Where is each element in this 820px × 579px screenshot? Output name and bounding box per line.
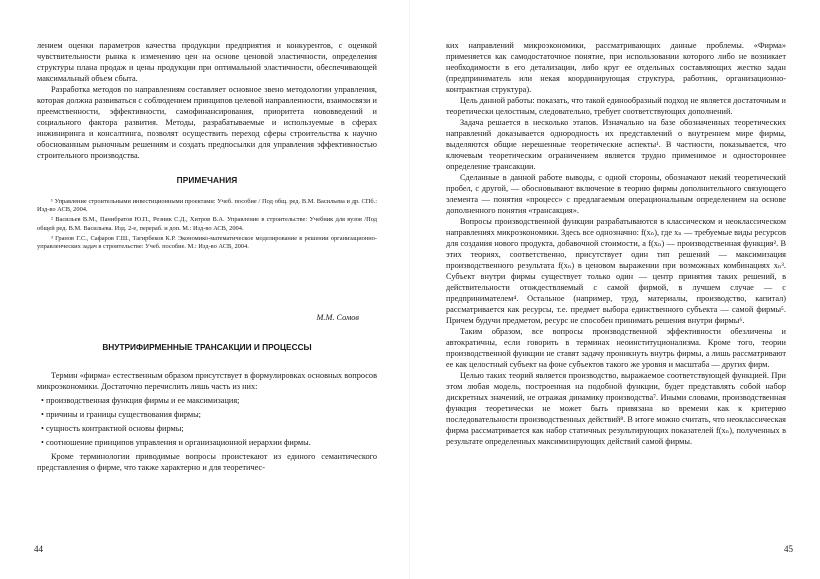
paragraph: Цель данной работы: показать, что такой единообразный подход не является достаточным и теоретически целостным, следовательно, требует соответствующих дополнений. <box>446 96 786 116</box>
paragraph: Вопросы производственной функции разрабатываются в классическом и неоклассическом направлениях микроэкономики. Здесь все однозначно: f(xₙ), где xₙ — требуемые виды ресурсов для создания нового продукта, добавочной стоимости, а f(xₙ) — производственная функция². В этих теориях, соответственно, присутствует один тип решений — максимизация производственного результата f(xₙ) в ценовом выражении при возможных комбинациях xₙ³. Субъект внутри фирмы существует только один — центр принятия таких решений, в действительности отождествляемый с самой фирмой, в лучшем случае — с предпринимателем⁴. Остальное (например, труд, материалы, производство, капитал) рассматривается как ресурсы, т.е. предмет выбора единственного субъекта — самой фирмы⁵. Причем будучи предметом, ресурс не способен принимать решения внутри фирмы⁶. <box>446 217 786 325</box>
list-item: • сущность контрактной основы фирмы; <box>41 424 184 434</box>
right-column <box>446 40 786 447</box>
article-title: ВНУТРИФИРМЕННЫЕ ТРАНСАКЦИИ И ПРОЦЕССЫ <box>102 342 312 353</box>
footnote: ³ Гранов Г.С., Сафаров Г.Ш., Тагирбеков К.Р. Экономико-математическое моделирование в решении организационно-управленческих задач в строительстве: Учеб. пособие. М.: Изд-во АСВ, 2004. <box>37 234 377 251</box>
intro-paragraph: лением оценки параметров качества продукции предприятия и конкурентов, с оценкой чувствительности рынка к изменению цен на основе ценовой эластичности, определения структуры плана продаж и цены продукции при оптимальной эластичности, обеспечивающей максимальный объем сбыта. <box>37 41 377 83</box>
bullet-list <box>37 395 377 448</box>
list-item: • производственная функция фирмы и ее максимизация; <box>41 396 240 406</box>
article-author: М.М. Сомов <box>316 313 359 323</box>
paragraph: Целью таких теорий является производство, выражаемое соответствующей функцией. При этом любая модель, построенная на подобной функции, будет представлять собой набор дискретных значений, не отражая динамику производства⁷. Иными словами, производственная функция теоретически не может быть привязана ко времени как к критерию последовательности производственных действий⁸. В итоге можно считать, что неоклассическая фирма рассматривается как набор статичных результирующих показателей f(xₙ), полученных в результате определенных максимизирующих действий самой фирмы. <box>446 371 786 446</box>
list-item: • причины и границы существования фирмы; <box>41 410 201 420</box>
methods-paragraph: Разработка методов по направлениям составляет основное звено методологии управления, которая должна развиваться с соблюдением принципов целевой направленности, взаимосвязи и преемственности, эффективности, самофинансирования, приоритета нововведений и социального фактора развития. Методы, разрабатываемые и используемые в сферах инжиниринга и консалтинга, позволят осуществить переход сферы строительства к научно обоснованным рыночным решениям и создать предпосылки для управления эффективностью строительного производства. <box>37 85 377 160</box>
footnote: ² Васильев В.М., Панибратов Ю.П., Резник С.Д., Хитров В.А. Управление в строительстве: Учебник для вузов /Под общей ред. В.М. Васильева. Изд. 2-е, перераб. и доп. М.: Изд-во АСВ, 2004. <box>37 216 377 232</box>
article-intro: Термин «фирма» естественным образом присутствует в формулировках основных вопросов микроэкономики. Достаточно перечислить лишь часть из них: <box>37 371 377 392</box>
paragraph: Задача решается в несколько этапов. Изначально на базе обозначенных теоретических направлений доказывается однородность их представлений о внутреннем мире фирмы, выделяются общие нерешенные теоретические аспекты¹. В частности, показывается, что ключевым теоретическим ограничением является трудно применимое и одностороннее определение трансакции. <box>446 118 786 171</box>
notes-list <box>37 198 377 251</box>
page-number: 45 <box>784 544 793 554</box>
paragraph: ких направлений микроэкономики, рассматривающих данные проблемы. «Фирма» применяется как самодостаточное понятие, при использовании которого либо не возникает необходимости в его детализации, либо круг ее отдельных составляющих жестко задан (предприниматель или некая координирующая структура, работник, организационно-контрактная структура). <box>446 41 786 94</box>
left-column <box>37 40 377 473</box>
paragraph: Таким образом, все вопросы производственной эффективности обезличены и автократичны, если говорить в терминах неоинституционализма. Кроме того, теории производственной функции не ставят задачу проникнуть внутрь фирмы, а лишь рассматривают ее как целостный субъект на фоне субъектов такого же уровня и масштаба — других фирм. <box>446 327 786 369</box>
notes-heading: ПРИМЕЧАНИЯ <box>176 175 238 185</box>
closing-paragraph: Кроме терминологии приводимые вопросы проистекают из единого семантического представления о фирме, что также характерно и для теоретичес- <box>37 452 377 473</box>
footnote: ¹ Управление строительными инвестиционными проектами: Учеб. пособие / Под общ. ред. В.М. Васильева и др. СПб.: Изд-во АСВ, 2004. <box>37 198 377 214</box>
right-page <box>410 0 820 579</box>
page-number: 44 <box>34 544 43 554</box>
list-item: • соотношение принципов управления и организационной иерархии фирмы. <box>41 438 311 448</box>
paragraph: Сделанные в данной работе выводы, с одной стороны, обозначают некий теоретический пробел, с другой, — обосновывают включение в теорию фирмы дополнительного связующего элемента — понятия «процесс» с предлагаемым операциональным определением на основе дополненного понятия «трансакция». <box>446 173 786 215</box>
